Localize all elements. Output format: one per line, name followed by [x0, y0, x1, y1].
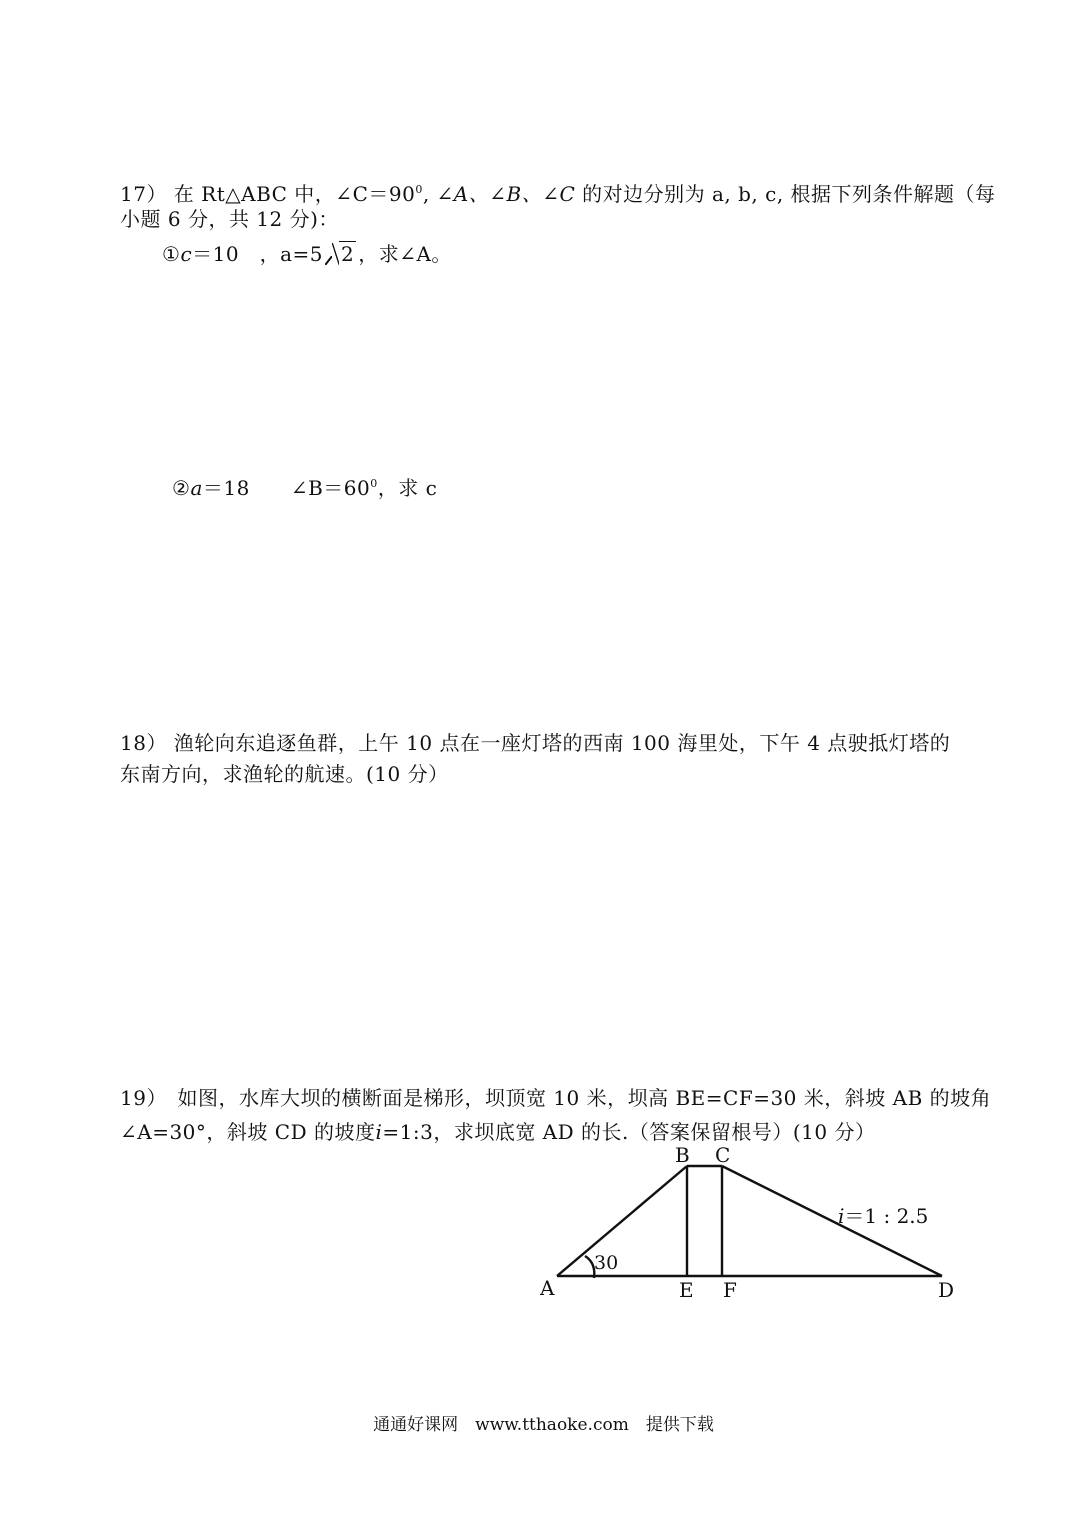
q19-text-a: ∠A=30°，斜坡 CD 的坡度 [120, 1120, 376, 1144]
label-c: C [715, 1145, 731, 1167]
q17-intro: 17） 在 Rt△ABC 中，∠C＝90 [120, 182, 416, 206]
label-e: E [679, 1278, 694, 1302]
sqrt-symbol [325, 240, 356, 268]
degree-mark: 0 [415, 183, 423, 196]
page-footer: 通通好课网 www.tthaoke.com 提供下载 [373, 1415, 714, 1435]
part2-tail: ，求 c [377, 476, 438, 500]
q17-line1 [120, 176, 996, 208]
q17-part1 [162, 240, 452, 268]
angle-arc [585, 1256, 594, 1278]
q18-text: 18） 渔轮向东追逐鱼群，上午 10 点在一座灯塔的西南 100 海里处，下午 4 点驶抵灯塔的 [120, 731, 951, 755]
segment-ab [557, 1166, 687, 1276]
slope-i: i [838, 1204, 845, 1228]
var-c: c [180, 242, 193, 266]
part1-equation: ＝10 ，a=5 [192, 242, 323, 266]
label-b: B [675, 1145, 690, 1167]
q17-sep: , [422, 182, 437, 206]
part1-number: ① [162, 242, 181, 266]
q17-intro-rest: 的对边分别为 a, b, c, 根据下列条件解题（每 [575, 182, 996, 206]
q17-score-note: 小题 6 分，共 12 分)： [120, 207, 339, 231]
part2-equation: ＝18 ∠B＝60 [202, 476, 371, 500]
part2-number: ② [172, 476, 191, 500]
q17-line2 [120, 205, 339, 233]
slope-var-i: i [375, 1120, 383, 1144]
angle-label: 30 [594, 1252, 619, 1274]
q17-part2 [172, 470, 437, 502]
slope-ratio: ＝1 : 2.5 [844, 1204, 929, 1228]
var-a: a [190, 476, 203, 500]
q18-line1 [120, 729, 950, 757]
slope-label [838, 1204, 928, 1228]
q19-line2 [120, 1118, 875, 1146]
q18-text-cont: 东南方向，求渔轮的航速。(10 分） [120, 762, 449, 786]
q17-angles: ∠A、∠B、∠C [436, 182, 576, 206]
sqrt-radicand: 2 [341, 242, 355, 266]
part1-tail: ，求∠A。 [358, 242, 452, 266]
label-f: F [723, 1278, 737, 1302]
q19-text-b: =1:3，求坝底宽 AD 的长.（答案保留根号）(10 分） [382, 1120, 876, 1144]
q19-line1 [120, 1084, 991, 1112]
degree-mark: 0 [370, 477, 378, 490]
q18-line2 [120, 760, 449, 788]
label-a: A [540, 1276, 555, 1300]
dam-cross-section-figure [530, 1145, 970, 1310]
label-d: D [938, 1278, 955, 1302]
q19-text: 19） 如图，水库大坝的横断面是梯形，坝顶宽 10 米，坝高 BE=CF=30 米，斜坡 AB 的坡角 [120, 1086, 992, 1110]
